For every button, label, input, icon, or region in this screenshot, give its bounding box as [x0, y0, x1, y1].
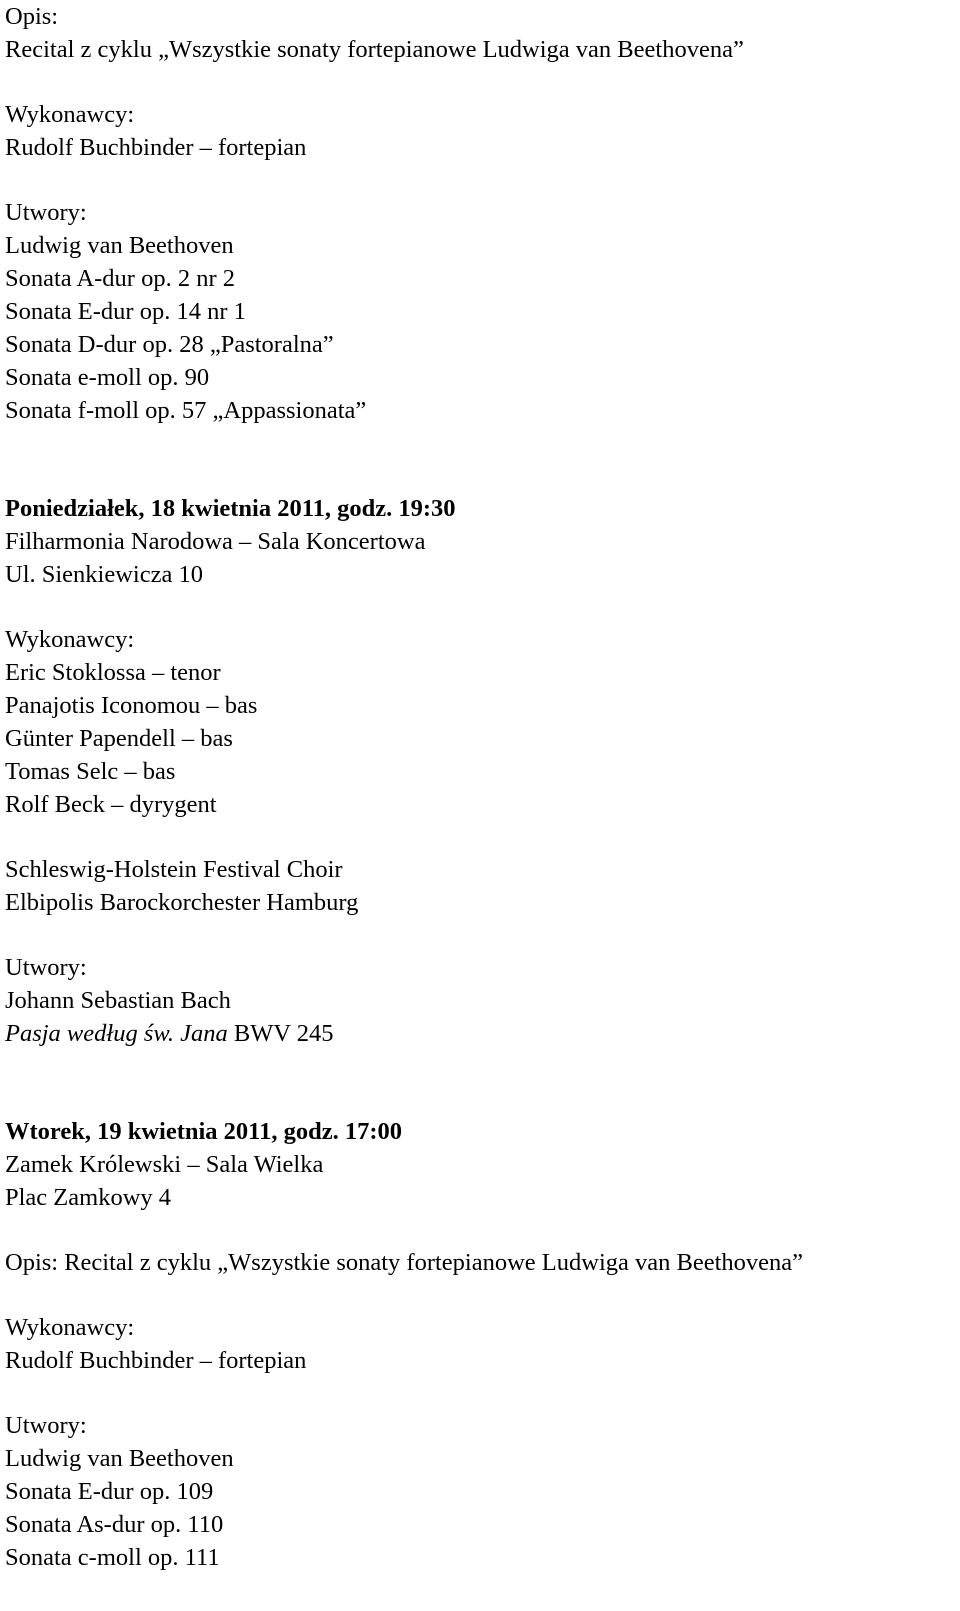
composer: Johann Sebastian Bach [5, 987, 231, 1014]
performer: Tomas Selc – bas [5, 758, 176, 785]
work-catalog: BWV 245 [233, 1020, 334, 1047]
performer: Rudolf Buchbinder – fortepian [5, 1347, 307, 1374]
composer: Ludwig van Beethoven [5, 232, 234, 259]
performer: Günter Papendell – bas [5, 725, 233, 752]
work-item: Sonata E-dur op. 109 [5, 1478, 214, 1505]
works-label: Utwory: [5, 954, 87, 981]
performer: Rolf Beck – dyrygent [5, 791, 217, 818]
work-item: Sonata f-moll op. 57 „Appassionata” [5, 397, 367, 424]
work-item: Sonata As-dur op. 110 [5, 1511, 224, 1538]
work-item [5, 1017, 960, 1050]
work-item: Sonata c-moll op. 111 [5, 1544, 220, 1571]
performer: Panajotis Iconomou – bas [5, 692, 258, 719]
work-item: Sonata A-dur op. 2 nr 2 [5, 265, 235, 292]
opis-label: Opis: [5, 3, 59, 30]
performer: Rudolf Buchbinder – fortepian [5, 134, 307, 161]
event-address: Plac Zamkowy 4 [5, 1184, 172, 1211]
performers-label: Wykonawcy: [5, 1314, 135, 1341]
event-datetime: Poniedziałek, 18 kwietnia 2011, godz. 19:30 [5, 495, 456, 522]
performers-label: Wykonawcy: [5, 101, 135, 128]
ensemble: Schleswig-Holstein Festival Choir [5, 856, 343, 883]
work-item: Sonata E-dur op. 14 nr 1 [5, 298, 246, 325]
opis-text: Opis: Recital z cyklu „Wszystkie sonaty fortepianowe Ludwiga van Beethovena” [5, 1249, 804, 1276]
ensemble: Elbipolis Barockorchester Hamburg [5, 889, 359, 916]
performers-label: Wykonawcy: [5, 626, 135, 653]
composer: Ludwig van Beethoven [5, 1445, 234, 1472]
work-item: Sonata e-moll op. 90 [5, 364, 210, 391]
work-title: Pasja według św. Jana [5, 1020, 228, 1047]
event-venue: Filharmonia Narodowa – Sala Koncertowa [5, 528, 426, 555]
performer: Eric Stoklossa – tenor [5, 659, 221, 686]
event-venue: Zamek Królewski – Sala Wielka [5, 1151, 324, 1178]
works-label: Utwory: [5, 199, 87, 226]
work-item: Sonata D-dur op. 28 „Pastoralna” [5, 331, 334, 358]
works-label: Utwory: [5, 1412, 87, 1439]
event-address: Ul. Sienkiewicza 10 [5, 561, 203, 588]
opis-text: Recital z cyklu „Wszystkie sonaty fortepianowe Ludwiga van Beethovena” [5, 36, 744, 63]
event-datetime: Wtorek, 19 kwietnia 2011, godz. 17:00 [5, 1118, 402, 1145]
